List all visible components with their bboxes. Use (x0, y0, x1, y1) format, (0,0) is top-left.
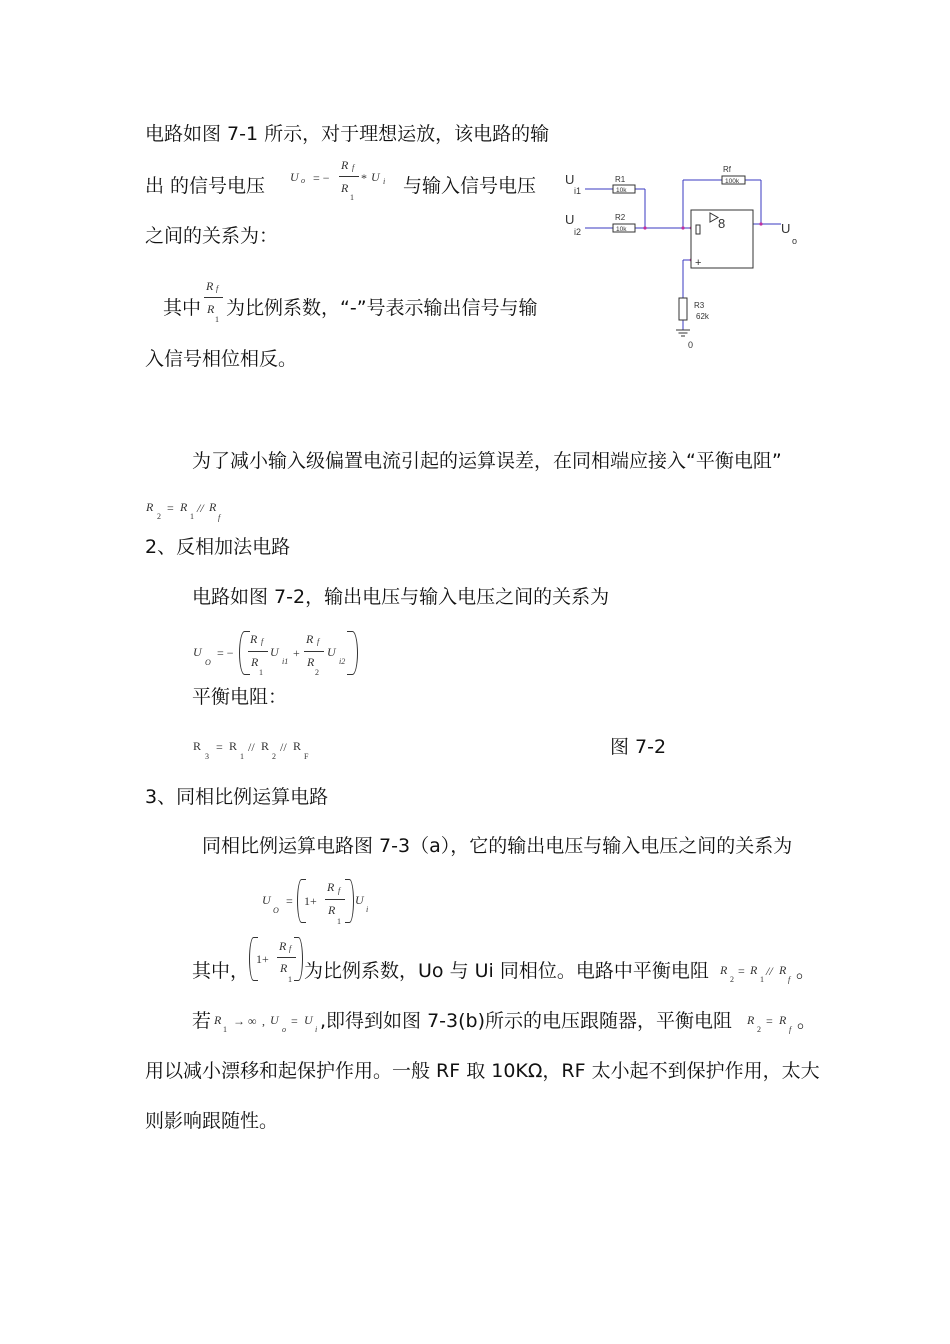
label-ui1: U (565, 172, 575, 187)
paragraph-line: 电路如图 7-1 所示，对于理想运放，该电路的输 (145, 123, 550, 145)
svg-text:R2: R2 (615, 213, 626, 222)
paragraph-line: 出 的信号电压 (145, 175, 266, 197)
svg-text:o: o (792, 236, 798, 246)
paragraph-line: 。 (796, 960, 816, 982)
paragraph-line: 其中 (163, 297, 202, 319)
paragraph-line: 为了减小输入级偏置电流引起的运算误差，在同相端应接入“平衡电阻” (192, 450, 782, 472)
svg-text:0: 0 (688, 340, 694, 350)
svg-text:100k: 100k (725, 178, 740, 185)
svg-text:8: 8 (718, 216, 726, 231)
label-ui2-sub: i2 (574, 227, 582, 237)
svg-text:62k: 62k (696, 312, 709, 321)
paragraph-line: 为比例系数，“-”号表示输出信号与输 (226, 297, 538, 319)
svg-text:Rf: Rf (723, 165, 731, 174)
svg-text:+: + (695, 257, 702, 269)
paragraph-line: 入信号相位相反。 (145, 348, 298, 370)
resistor-r3 (679, 298, 687, 320)
paragraph-line: 同相比例运算电路图 7-3（a），它的输出电压与输入电压之间的关系为 (202, 835, 793, 857)
label-uo: U (781, 221, 791, 236)
paragraph-line: ,即得到如图 7-3(b)所示的电压跟随器，平衡电阻 (320, 1010, 732, 1032)
paragraph-line: 若 (192, 1010, 212, 1032)
figure-label: 图 7-2 (610, 736, 667, 758)
svg-text:10k: 10k (616, 187, 627, 194)
paragraph-line: 之间的关系为： (145, 225, 279, 247)
svg-text:R3: R3 (694, 301, 705, 310)
paragraph-line: 平衡电阻： (192, 686, 288, 708)
svg-text:10k: 10k (616, 226, 627, 233)
paragraph-line: 其中， (192, 960, 250, 982)
paragraph-line: 则影响跟随性。 (145, 1110, 279, 1132)
section-heading: 2、反相加法电路 (145, 536, 291, 558)
label-ui1-sub: i1 (574, 186, 582, 196)
inverting-summing-circuit (555, 160, 815, 360)
paragraph-line: 用以减小漂移和起保护作用。一般 RF 取 10KΩ，RF 太小起不到保护作用，太大 (145, 1060, 820, 1082)
paragraph-line: 为比例系数，Uo 与 Ui 同相位。电路中平衡电阻 (304, 960, 709, 982)
label-ui2: U (565, 212, 575, 227)
svg-text:R1: R1 (615, 175, 626, 184)
paragraph-line: 与输入信号电压 (403, 175, 537, 197)
paragraph-line: 电路如图 7-2，输出电压与输入电压之间的关系为 (192, 586, 610, 608)
paragraph-line: 。 (797, 1010, 817, 1032)
section-heading: 3、同相比例运算电路 (145, 786, 329, 808)
